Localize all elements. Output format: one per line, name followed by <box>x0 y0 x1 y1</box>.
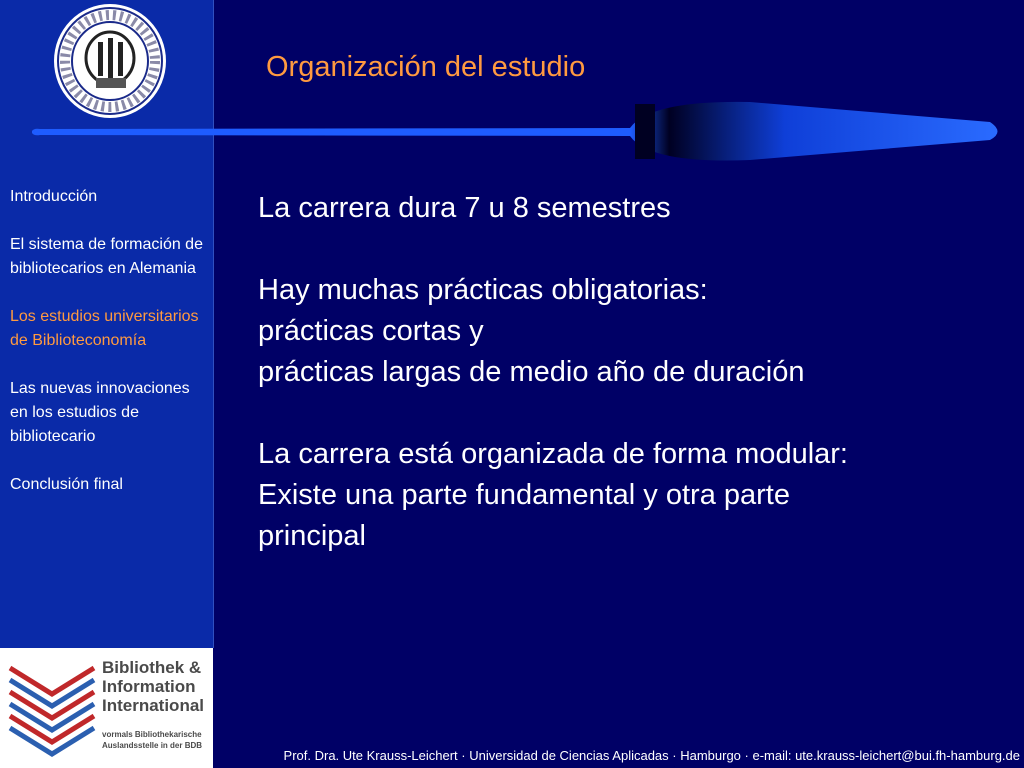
slide-body <box>258 188 998 598</box>
logo-subtitle <box>102 729 202 751</box>
body-line: Existe una parte fundamental y otra parte <box>258 479 790 511</box>
sidebar-item-introduccion[interactable]: Introducción <box>10 188 98 205</box>
logo-line: Information <box>102 677 196 696</box>
logo-wordmark <box>102 658 204 715</box>
sidebar-item-conclusion[interactable]: Conclusión final <box>10 476 123 493</box>
logo-subline: Auslandsstelle in der BDB <box>102 741 203 750</box>
paragraph <box>258 434 998 557</box>
sidebar-item-sistema-formacion[interactable]: El sistema de formación de bibliotecarios en Alemania <box>10 236 203 277</box>
slide-title: Organización del estudio <box>266 51 586 84</box>
logo-line: Bibliothek & <box>102 658 202 677</box>
sidebar-nav <box>10 185 206 521</box>
book-chevron-icon <box>6 658 98 758</box>
body-line: principal <box>258 520 366 552</box>
paragraph <box>258 270 998 393</box>
logo-subline: vormals Bibliothekarische <box>102 730 202 739</box>
title-divider-swoosh <box>30 98 1000 168</box>
body-line: prácticas cortas y <box>258 315 484 347</box>
bii-logo <box>0 648 213 768</box>
body-line: La carrera dura 7 u 8 semestres <box>258 192 671 224</box>
logo-line: International <box>102 696 205 715</box>
sidebar-item-estudios-universitarios[interactable]: Los estudios universitarios de Biblioteconomía <box>10 308 199 349</box>
body-line: Hay muchas prácticas obligatorias: <box>258 274 708 306</box>
paragraph <box>258 188 998 229</box>
sidebar-item-nuevas-innovaciones[interactable]: Las nuevas innovaciones en los estudios de bibliotecario <box>10 380 190 445</box>
body-line: La carrera está organizada de forma modular: <box>258 438 848 470</box>
body-line: prácticas largas de medio año de duración <box>258 356 805 388</box>
footer-credit: Prof. Dra. Ute Krauss-Leichert · Universidad de Ciencias Aplicadas · Hamburgo · e-mail: ute.krauss-leichert@bui.fh-hamburg.de <box>283 748 1020 763</box>
